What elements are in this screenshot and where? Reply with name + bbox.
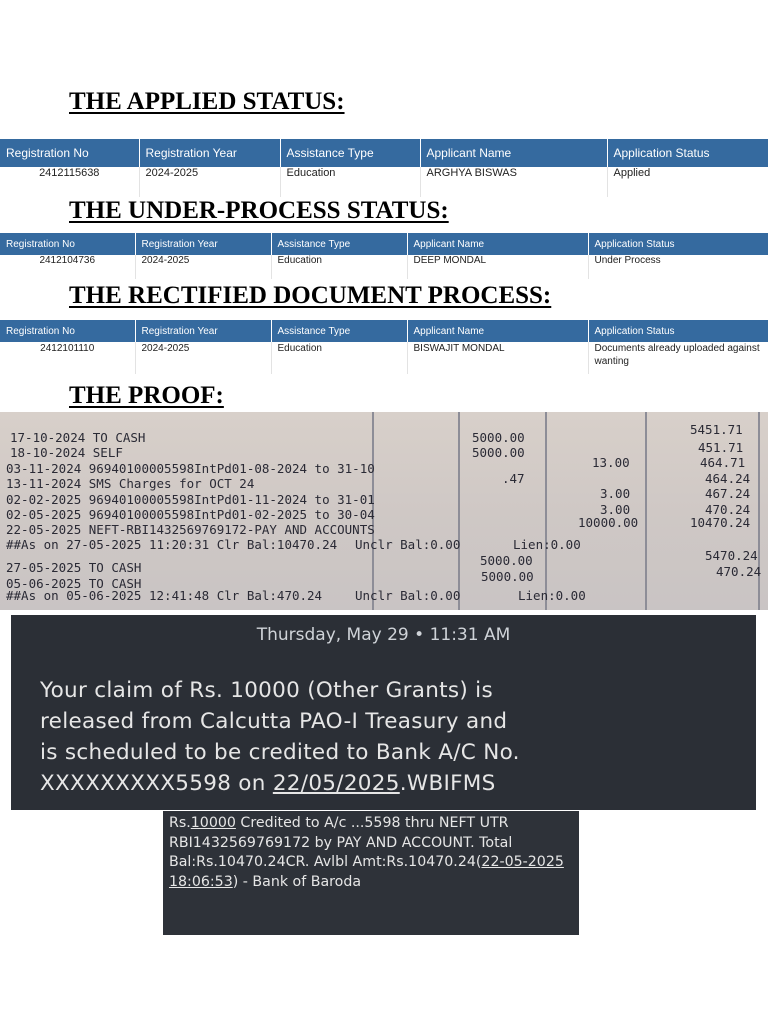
column-registration-year: Registration Year: [135, 320, 271, 342]
account-number: XXXXXXXXX5598 on: [40, 771, 273, 796]
entry-debit: .47: [502, 471, 525, 486]
column-applicant-name: Applicant Name: [420, 139, 607, 167]
entry-balance: 5470.24: [705, 548, 758, 563]
registration-year: 2024-2025: [139, 167, 280, 197]
application-status: Under Process: [588, 255, 768, 279]
credit-date: 22/05/2025: [272, 771, 400, 796]
entry-credit: 13.00: [592, 455, 630, 470]
column-assistance-type: Assistance Type: [280, 139, 420, 167]
entry-description: 03-11-2024 96940100005598IntPd01-08-2024 to 31-10: [6, 461, 375, 476]
column-application-status: Application Status: [588, 233, 768, 255]
table-header-row: [0, 233, 768, 255]
application-status: Documents already uploaded against wanting: [588, 342, 768, 374]
message-line: Your claim of Rs. 10000 (Other Grants) is: [40, 678, 493, 703]
sms-text: Rs.: [169, 815, 191, 831]
message-source: .WBIFMS: [399, 771, 496, 796]
entry-balance: 5451.71: [690, 422, 743, 437]
passbook-summary: [0, 588, 768, 603]
entry-balance: 470.24: [716, 564, 762, 579]
treasury-notification: [11, 615, 756, 810]
registration-no: 2412101110: [0, 342, 135, 374]
entry-balance: 10470.24: [690, 515, 751, 530]
column-registration-year: Registration Year: [135, 233, 271, 255]
passbook-photo: [0, 412, 768, 610]
column-registration-no: Registration No: [0, 139, 139, 167]
notification-time: Thursday, May 29 • 11:31 AM: [256, 625, 511, 645]
bank-credit-sms: [163, 811, 579, 935]
summary-uncleared-balance: Unclr Bal:0.00: [355, 588, 461, 603]
entry-description: 18-10-2024 SELF: [10, 445, 123, 460]
column-assistance-type: Assistance Type: [271, 320, 407, 342]
applicant-name: DEEP MONDAL: [407, 255, 588, 279]
column-assistance-type: Assistance Type: [271, 233, 407, 255]
column-applicant-name: Applicant Name: [407, 320, 588, 342]
entry-balance: 464.24: [705, 471, 751, 486]
entry-description: 27-05-2025 TO CASH: [6, 560, 142, 575]
column-application-status: Application Status: [588, 320, 768, 342]
message-line: released from Calcutta PAO-I Treasury and: [40, 709, 508, 734]
registration-year: 2024-2025: [135, 255, 271, 279]
column-applicant-name: Applicant Name: [407, 233, 588, 255]
column-registration-no: Registration No: [0, 320, 135, 342]
registration-no: 2412104736: [0, 255, 135, 279]
rectified-document-table: [0, 320, 768, 374]
summary-lien: Lien:0.00: [513, 537, 581, 552]
entry-description: 22-05-2025 NEFT-RBI1432569769172-PAY AND ACCOUNTS: [6, 522, 375, 537]
entry-debit: 5000.00: [481, 569, 534, 584]
entry-debit: 5000.00: [472, 445, 525, 460]
message-line: [40, 768, 745, 799]
heading-under-process-status: THE UNDER-PROCESS STATUS:: [69, 197, 449, 224]
applied-status-table: [0, 139, 768, 197]
entry-credit: 3.00: [600, 502, 631, 517]
table-row: [0, 167, 768, 197]
entry-description: 13-11-2024 SMS Charges for OCT 24: [6, 476, 255, 491]
heading-applied-status: THE APPLIED STATUS:: [69, 88, 345, 115]
under-process-status-table: [0, 233, 768, 279]
entry-debit: 5000.00: [480, 553, 533, 568]
table-row: [0, 342, 768, 374]
heading-proof: THE PROOF:: [69, 382, 224, 409]
table-header-row: [0, 320, 768, 342]
assistance-type: Education: [271, 255, 407, 279]
column-application-status: Application Status: [607, 139, 768, 167]
sms-message: [169, 814, 573, 892]
assistance-type: Education: [280, 167, 420, 197]
heading-rectified-document-process: THE RECTIFIED DOCUMENT PROCESS:: [69, 282, 552, 309]
summary-cleared-balance: ##As on 27-05-2025 11:20:31 Clr Bal:10470.24: [6, 537, 338, 552]
entry-description: 02-02-2025 96940100005598IntPd01-11-2024 to 31-01: [6, 492, 375, 507]
entry-description: 17-10-2024 TO CASH: [10, 430, 146, 445]
passbook-entry: [0, 522, 768, 537]
registration-year: 2024-2025: [135, 342, 271, 374]
entry-balance: 467.24: [705, 486, 751, 501]
entry-balance: 470.24: [705, 502, 751, 517]
sms-text: ) - Bank of Baroda: [232, 873, 362, 890]
credited-amount: 10000: [190, 815, 236, 831]
column-registration-year: Registration Year: [139, 139, 280, 167]
entry-credit: 3.00: [600, 486, 631, 501]
summary-lien: Lien:0.00: [518, 588, 586, 603]
assistance-type: Education: [271, 342, 407, 374]
entry-credit: 10000.00: [578, 515, 639, 530]
application-status: Applied: [607, 167, 768, 197]
entry-description: 05-06-2025 TO CASH: [6, 576, 142, 591]
column-registration-no: Registration No: [0, 233, 135, 255]
table-row: [0, 255, 768, 279]
applicant-name: ARGHYA BISWAS: [420, 167, 607, 197]
registration-no: 2412115638: [0, 167, 139, 197]
entry-balance: 464.71: [700, 455, 746, 470]
summary-uncleared-balance: Unclr Bal:0.00: [355, 537, 461, 552]
message-line: is scheduled to be credited to Bank A/C No.: [40, 740, 520, 765]
summary-cleared-balance: ##As on 05-06-2025 12:41:48 Clr Bal:470.24: [6, 588, 323, 603]
table-header-row: [0, 139, 768, 167]
applicant-name: BISWAJIT MONDAL: [407, 342, 588, 374]
notification-message: [40, 675, 745, 799]
sms-text: Credited to A/c ...5598 thru NEFT UTR RBI1432569769172 by PAY AND ACCOUNT. Total Bal:Rs.10470.24CR. Avlbl Amt:Rs.10470.24(: [169, 815, 513, 870]
entry-description: 02-05-2025 96940100005598IntPd01-02-2025 to 30-04: [6, 507, 375, 522]
credit-datetime: 22-05-2025 18:06:53: [169, 854, 564, 890]
entry-balance: 451.71: [698, 440, 744, 455]
entry-debit: 5000.00: [472, 430, 525, 445]
